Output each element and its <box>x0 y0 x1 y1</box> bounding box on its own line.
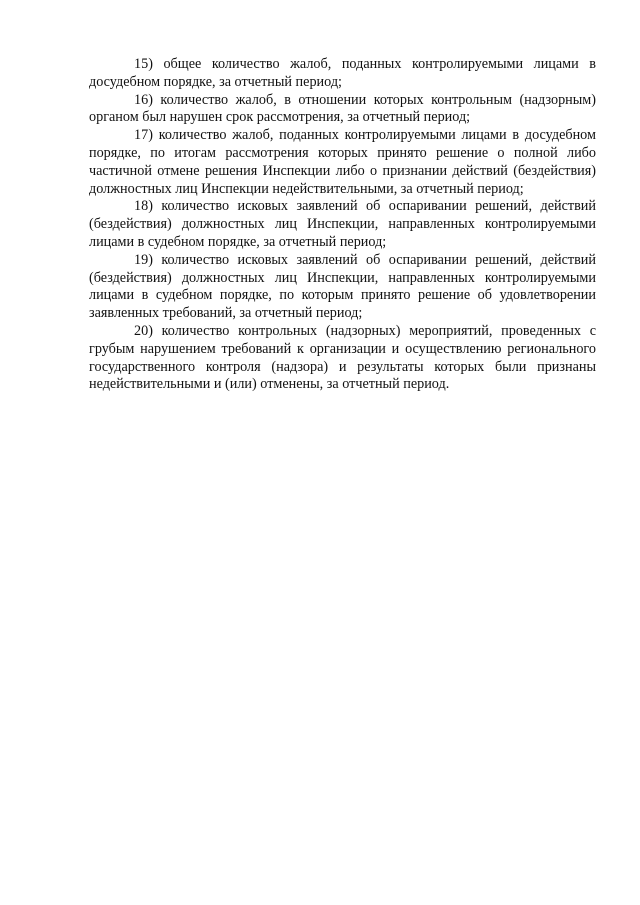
list-item-17: 17) количество жалоб, поданных контролируемыми лицами в досудебном порядке, по итогам рассмотрения которых принято решение о полной либо частичной отмене решения Инспекции либо о признании действий (бездействия) должностных лиц Инспекции недействительными, за отчетный период; <box>89 127 596 197</box>
list-item-18: 18) количество исковых заявлений об оспаривании решений, действий (бездействия) должностных лиц Инспекции, направленных контролируемыми лицами в судебном порядке, за отчетный период; <box>89 198 596 250</box>
document-body <box>89 56 596 394</box>
list-item-20: 20) количество контрольных (надзорных) мероприятий, проведенных с грубым нарушением требований к организации и осуществлению регионального государственного контроля (надзора) и результаты которых были признаны недействительными и (или) отменены, за отчетный период. <box>89 322 596 393</box>
list-item-16: 16) количество жалоб, в отношении которых контрольным (надзорным) органом был нарушен срок рассмотрения, за отчетный период; <box>89 91 596 126</box>
list-item-15: 15) общее количество жалоб, поданных контролируемыми лицами в досудебном порядке, за отчетный период; <box>89 56 596 90</box>
list-item-19: 19) количество исковых заявлений об оспаривании решений, действий (бездействия) должностных лиц Инспекции, направленных контролируемыми лицами в судебном порядке, по которым принято решение об удовлетворении заявленных требований, за отчетный период; <box>89 251 596 322</box>
